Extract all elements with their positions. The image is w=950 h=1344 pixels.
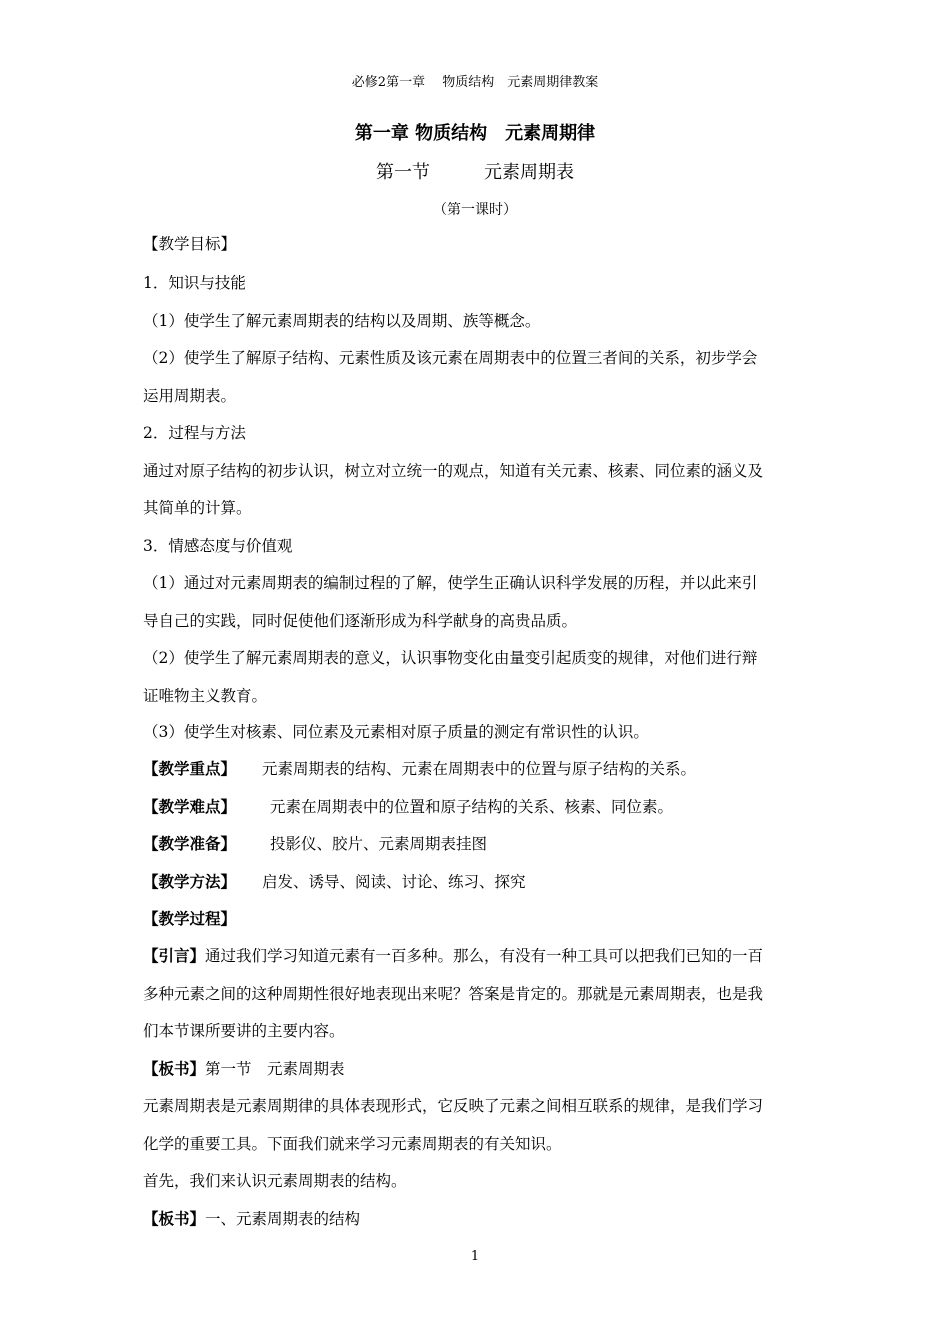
prep-text: 投影仪、胶片、元素周期表挂图 bbox=[270, 835, 488, 853]
board-label-2: 【板书】 bbox=[143, 1209, 206, 1228]
process-line-1: 通过对原子结构的初步认识，树立对立统一的观点，知道有关元素、核素、同位素的涵义及 bbox=[143, 462, 764, 480]
intro-line-3: 们本节课所要讲的主要内容。 bbox=[143, 1022, 345, 1040]
chapter-title: 第一章 物质结构 元素周期律 bbox=[354, 123, 596, 144]
emotion-item-1-line-1: （1）通过对元素周期表的编制过程的了解，使学生正确认识科学发展的历程，并以此来引 bbox=[143, 574, 758, 592]
objectives-heading: 【教学目标】 bbox=[143, 235, 237, 253]
lesson-period: （第一课时） bbox=[433, 202, 517, 218]
paragraph-2: 首先，我们来认识元素周期表的结构。 bbox=[143, 1172, 407, 1190]
focus-text: 元素周期表的结构、元素在周期表中的位置与原子结构的关系。 bbox=[262, 760, 697, 778]
knowledge-item-2-line-1: （2）使学生了解原子结构、元素性质及该元素在周期表中的位置三者间的关系，初步学会 bbox=[143, 349, 758, 367]
method-text: 启发、诱导、阅读、讨论、练习、探究 bbox=[262, 873, 526, 891]
knowledge-heading: 1．知识与技能 bbox=[143, 274, 246, 292]
board-text-2: 一、元素周期表的结构 bbox=[205, 1210, 361, 1228]
paragraph-1-line-2: 化学的重要工具。下面我们就来学习元素周期表的有关知识。 bbox=[143, 1135, 562, 1153]
section-title: 第一节 元素周期表 bbox=[376, 162, 574, 183]
prep-label: 【教学准备】 bbox=[143, 834, 237, 853]
knowledge-item-1: （1）使学生了解元素周期表的结构以及周期、族等概念。 bbox=[143, 312, 541, 330]
focus-label: 【教学重点】 bbox=[143, 759, 237, 778]
procedure-heading: 【教学过程】 bbox=[143, 909, 237, 928]
intro-text: 通过我们学习知道元素有一百多种。那么，有没有一种工具可以把我们已知的一百 bbox=[205, 947, 764, 965]
emotion-item-2-line-1: （2）使学生了解元素周期表的意义，认识事物变化由量变引起质变的规律，对他们进行辩 bbox=[143, 649, 758, 667]
board-note-1 bbox=[143, 1059, 345, 1079]
intro-label: 【引言】 bbox=[143, 946, 206, 965]
emotion-item-3: （3）使学生对核素、同位素及元素相对原子质量的测定有常识性的认识。 bbox=[143, 723, 649, 741]
process-line-2: 其简单的计算。 bbox=[143, 499, 252, 517]
board-text-1: 第一节 元素周期表 bbox=[205, 1060, 345, 1078]
method-label: 【教学方法】 bbox=[143, 872, 237, 891]
difficulty-label: 【教学难点】 bbox=[143, 797, 237, 816]
emotion-item-1-line-2: 导自己的实践，同时促使他们逐渐形成为科学献身的高贵品质。 bbox=[143, 612, 578, 630]
paragraph-1-line-1: 元素周期表是元素周期律的具体表现形式，它反映了元素之间相互联系的规律，是我们学习 bbox=[143, 1097, 764, 1115]
knowledge-item-2-line-2: 运用周期表。 bbox=[143, 387, 237, 405]
running-header: 必修2第一章 物质结构 元素周期律教案 bbox=[351, 75, 599, 90]
difficulty-text: 元素在周期表中的位置和原子结构的关系、核素、同位素。 bbox=[270, 798, 674, 816]
page-number: 1 bbox=[470, 1249, 480, 1264]
process-heading: 2．过程与方法 bbox=[143, 424, 246, 442]
board-label-1: 【板书】 bbox=[143, 1059, 206, 1078]
intro-line-1 bbox=[143, 946, 763, 966]
board-note-2 bbox=[143, 1209, 360, 1229]
intro-line-2: 多种元素之间的这种周期性很好地表现出来呢？答案是肯定的。那就是元素周期表，也是我 bbox=[143, 985, 764, 1003]
emotion-heading: 3．情感态度与价值观 bbox=[143, 537, 293, 555]
emotion-item-2-line-2: 证唯物主义教育。 bbox=[143, 687, 268, 705]
